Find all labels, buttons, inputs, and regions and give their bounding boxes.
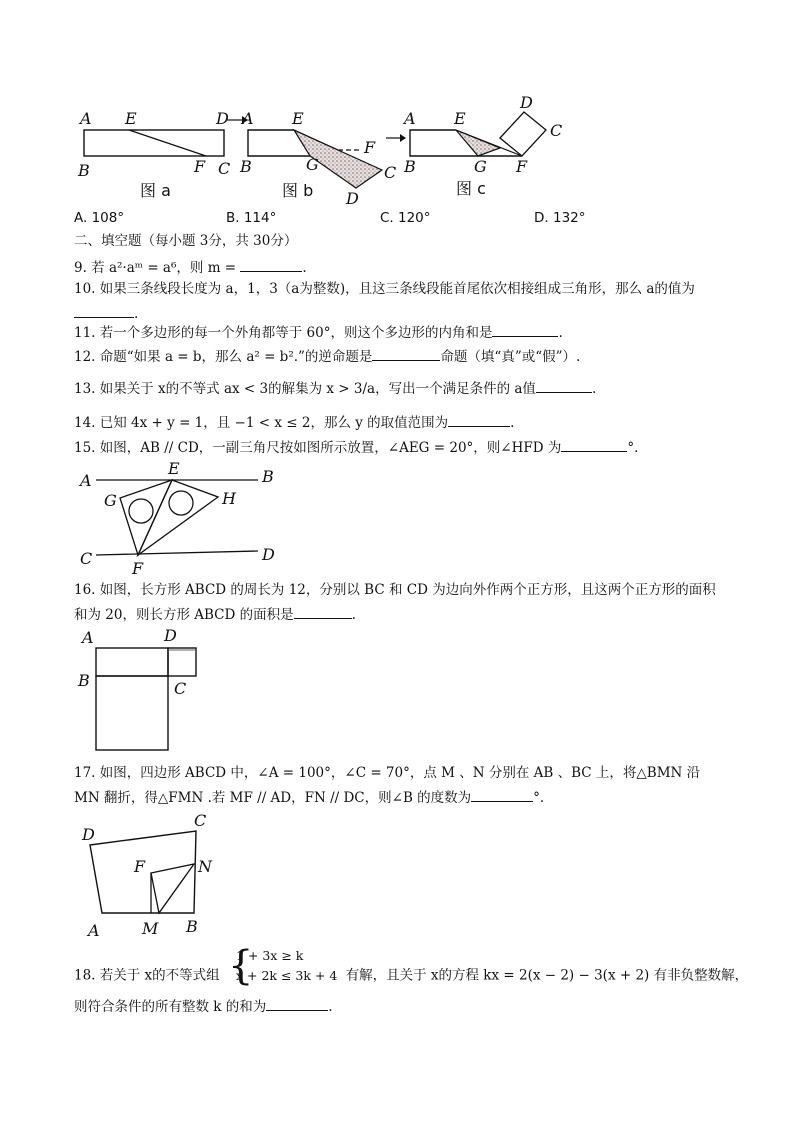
fig-b-label-E: E	[292, 109, 304, 128]
question-15-text: 15. 如图，AB // CD，一副三角尺按如图所示放置，∠AEG = 20°，则∠HFD 为	[74, 440, 562, 456]
fig15-label-B: B	[262, 467, 274, 486]
fig-a-caption: 图 a	[140, 181, 171, 200]
fig-b-label-G: G	[306, 155, 319, 174]
question-14: 14. 已知 4x + y = 1，且 −1 < x ≤ 2，那么 y 的取值范围为 .	[74, 412, 514, 432]
option-c: C. 120°	[380, 210, 431, 226]
option-b: B. 114°	[226, 210, 277, 226]
fig-b-label-D: D	[346, 189, 359, 208]
question-18-text: 18. 若关于 x的不等式组	[74, 967, 220, 984]
fig15-label-G: G	[104, 491, 117, 510]
fig16-label-B: B	[78, 671, 90, 690]
fig-b-label-F: F	[364, 138, 376, 157]
fig16-label-C: C	[174, 679, 187, 698]
question-11: 11. 若一个多边形的每一个外角都等于 60°，则这个多边形的内角和是 .	[74, 322, 563, 342]
question-18-cont: 则符合条件的所有整数 k 的和为 .	[74, 996, 333, 1016]
answer-blank	[266, 996, 328, 1011]
option-a: A. 108°	[74, 210, 125, 226]
system-line-2: x + 2k ≤ 3k + 4	[235, 968, 338, 983]
fig15-label-C: C	[80, 549, 93, 568]
question-16-cont: 和为 20，则长方形 ABCD 的面积是 .	[74, 604, 356, 624]
fig15-label-A: A	[80, 471, 92, 490]
question-12-tail: 命题（填“真”或“假”）.	[440, 349, 581, 365]
fig15-label-E: E	[168, 459, 180, 478]
fig-a-label-C: C	[218, 159, 231, 178]
system-line-1: 1 + 3x ≥ k	[235, 948, 304, 963]
fig15-label-H: H	[222, 489, 236, 508]
fig-b-label-A: A	[242, 109, 254, 128]
fig-a-label-A: A	[80, 109, 92, 128]
fig17-label-A: A	[88, 921, 100, 940]
fig17-label-F: F	[134, 857, 146, 876]
fig-c-label-F: F	[516, 157, 528, 176]
question-12-text: 12. 命题“如果 a = b，那么 a² = b².”的逆命题是	[74, 349, 373, 365]
question-17-unit: °.	[533, 790, 545, 806]
question-9-text: 9. 若 a²·aᵐ = a⁶，则 m =	[74, 260, 241, 276]
question-13: 13. 如果关于 x的不等式 ax < 3的解集为 x > 3/a，写出一个满足条件的 a值 .	[74, 378, 596, 398]
fig-b-label-B: B	[240, 157, 252, 176]
fig-c-label-C: C	[550, 121, 563, 140]
fig-c-label-D: D	[520, 93, 533, 112]
fig-a-label-F: F	[194, 157, 206, 176]
fig17-label-C: C	[194, 811, 207, 830]
fig-c-label-E: E	[454, 109, 466, 128]
question-16: 16. 如图，长方形 ABCD 的周长为 12，分别以 BC 和 CD 为边向外作两个正方形，且这两个正方形的面积	[74, 582, 716, 598]
question-17-text: MN 翻折，得△FMN .若 MF // AD，FN // DC，则∠B 的度数为	[74, 790, 472, 806]
fig17-label-D: D	[82, 825, 95, 844]
question-11-text: 11. 若一个多边形的每一个外角都等于 60°，则这个多边形的内角和是	[74, 325, 493, 341]
fig-b-caption: 图 b	[282, 181, 314, 200]
fig16-label-A: A	[82, 628, 94, 647]
fig17-label-M: M	[142, 919, 159, 938]
question-18-text-2: 则符合条件的所有整数 k 的和为	[74, 999, 267, 1015]
question-16-text: 和为 20，则长方形 ABCD 的面积是	[74, 607, 294, 623]
question-14-text: 14. 已知 4x + y = 1，且 −1 < x ≤ 2，那么 y 的取值范围为	[74, 415, 449, 431]
fig17-label-B: B	[186, 917, 198, 936]
fig-a-label-E: E	[125, 109, 137, 128]
fig-c-label-G: G	[474, 157, 487, 176]
fig16-label-D: D	[164, 626, 177, 645]
fig-c-label-A: A	[404, 109, 416, 128]
question-18: 18. 若关于 x的不等式组 { 1 + 3x ≥ k x + 2k ≤ 3k + 4 有解，且关于 x的方程 kx = 2(x − 2) − 3(x + 2) 有非负整数解，	[74, 943, 749, 989]
question-18-text-post: 有解，且关于 x的方程 kx = 2(x − 2) − 3(x + 2) 有非负整数解，	[345, 967, 749, 984]
question-10-end: .	[134, 306, 139, 322]
fig15-label-D: D	[262, 545, 275, 564]
option-d: D. 132°	[534, 210, 586, 226]
question-9: 9. 若 a²·aᵐ = a⁶，则 m = .	[74, 257, 307, 277]
question-13-text: 13. 如果关于 x的不等式 ax < 3的解集为 x > 3/a，写出一个满足条件的 a值	[74, 381, 536, 397]
question-10: 10. 如果三条线段长度为 a，1，3（a为整数)，且这三条线段能首尾依次相接组成三角形，那么 a的值为	[74, 281, 695, 297]
fig-c-label-B: B	[404, 157, 416, 176]
question-17: 17. 如图，四边形 ABCD 中，∠A = 100°，∠C = 70°，点 M 、N 分别在 AB 、BC 上，将△BMN 沿	[74, 765, 701, 781]
fig15-label-F: F	[132, 559, 144, 578]
section-title: 二、填空题（每小题 3分，共 30分）	[74, 233, 298, 249]
fig-a-label-D: D	[216, 109, 229, 128]
fig17-label-N: N	[198, 857, 212, 876]
fig-b-label-C: C	[384, 163, 397, 182]
fig-a-label-B: B	[78, 161, 90, 180]
question-15-unit: °.	[627, 440, 639, 456]
fig-c-caption: 图 c	[456, 179, 486, 198]
